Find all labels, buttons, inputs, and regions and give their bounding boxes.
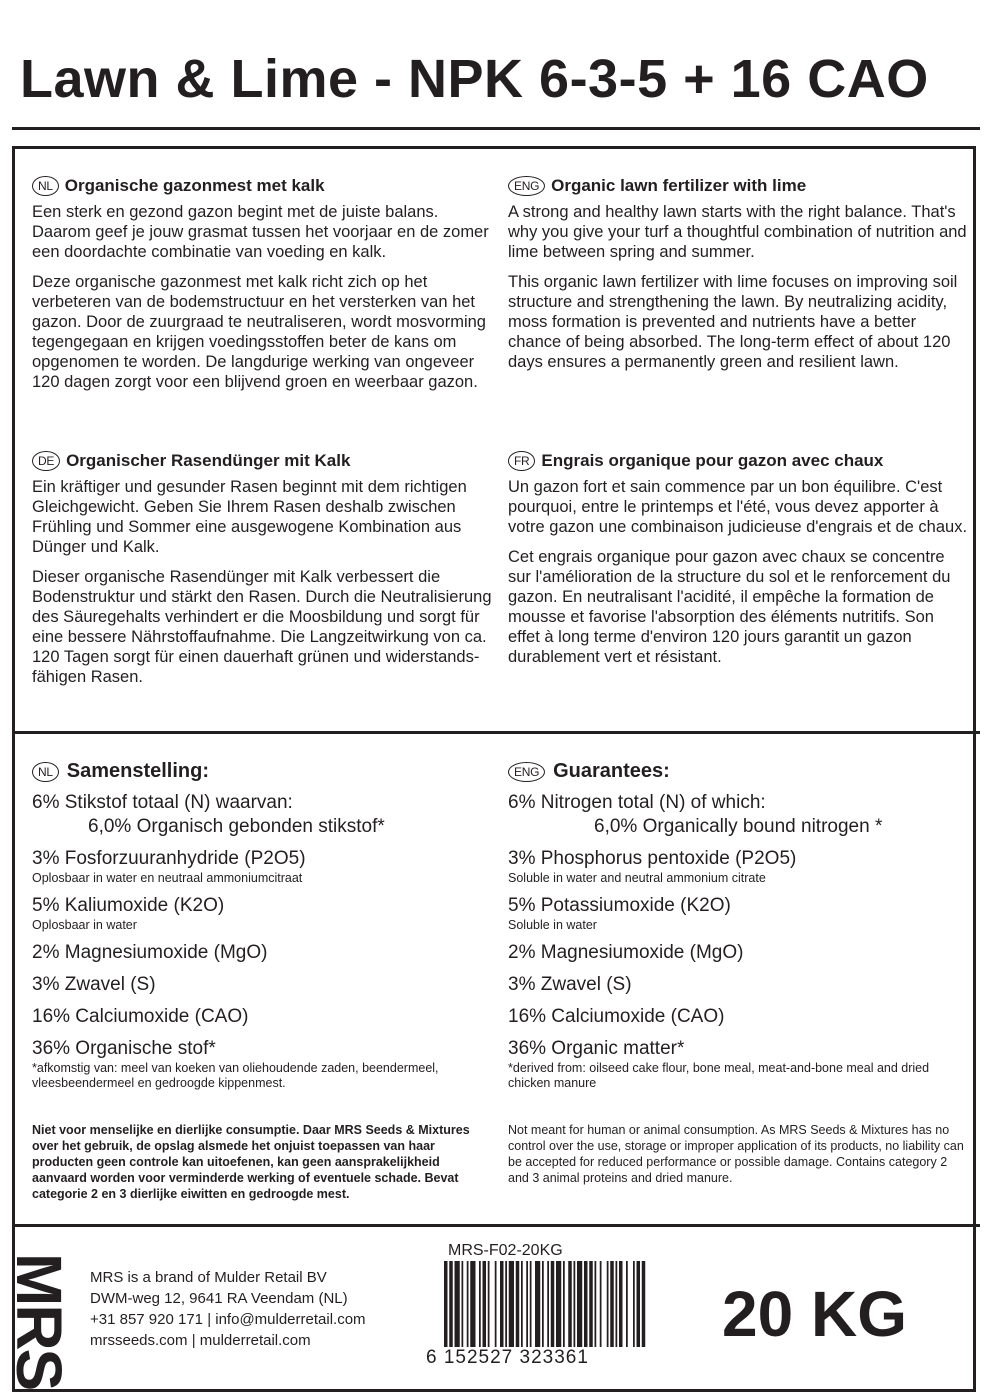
phosphorus: 3% Phosphorus pentoxide (P2O5) — [508, 848, 797, 869]
disclaimer-en: Not meant for human or animal consumption. As MRS Seeds & Mixtures has no control over the use, storage or improper application of its products, no liability can be accepted for reduced performance or possible damage. Contains category 2 and 3 animal proteins and dried manure. — [508, 1123, 964, 1185]
composition-heading: Samenstelling: — [66, 760, 210, 782]
sulfur: 3% Zwavel (S) — [32, 974, 156, 995]
product-code: MRS-F02-20KG — [448, 1242, 563, 1259]
lang-badge: DE — [32, 451, 60, 471]
title-divider — [12, 127, 980, 130]
description-paragraph: This organic lawn fertilizer with lime focuses on improving soil structure and strengthening the lawn. By neutralizing acidity, moss formation is prevented and nutrients have a better chance of being absorbed. The long-term effect of about 120 days ensures a permanently green and resilient lawn. — [508, 273, 958, 371]
lang-badge: NL — [32, 762, 59, 782]
net-weight: 20 KG — [722, 1278, 907, 1350]
nitrogen-total: 6% Nitrogen total (N) of which: — [508, 792, 766, 813]
description-paragraph: Un gazon fort et sain commence par un bon équilibre. C'est pourquoi, entre le printemps et l'été, vous devez apporter à votre gazon une combinaison judicieuse d'engrais et de chaux. — [508, 478, 968, 536]
address-line: DWM-weg 12, 9641 RA Veendam (NL) — [90, 1290, 348, 1307]
nitrogen-organic: 6,0% Organisch gebonden stikstof* — [88, 816, 385, 837]
potassium-note: Soluble in water — [508, 918, 597, 932]
organic-matter: 36% Organic matter* — [508, 1038, 685, 1059]
description-paragraph: Cet engrais organique pour gazon avec chaux se concentre sur l'amélioration de la structure du sol et le renforcement du gazon. En neutralisant l'acidité, il empêche la formation de mousse et favorise l'absorption des éléments nutritifs. Son effet à long terme d'environ 120 jours garantit un gazon durablement vert et résistant. — [508, 548, 951, 666]
description-heading: Organic lawn fertilizer with lime — [551, 176, 807, 195]
composition-heading: Guarantees: — [553, 760, 670, 782]
description-paragraph: Ein kräftiger und gesunder Rasen beginnt mit dem richtigen Gleichgewicht. Geben Sie Ihrem Rasen deshalb zwischen Frühling und Sommer eine ausgewogene Kombination aus Dünger und Kalk. — [32, 478, 467, 556]
barcode-digits: 6 152527 323361 — [426, 1347, 589, 1368]
description-fr — [508, 451, 968, 677]
potassium: 5% Potassiumoxide (K2O) — [508, 895, 731, 916]
magnesium: 2% Magnesiumoxide (MgO) — [32, 942, 268, 963]
disclaimer-nl: Niet voor menselijke en dierlijke consumptie. Daar MRS Seeds & Mixtures over het gebruik, de opslag alsmede het onjuist toepassen van haar producten geen controle kan uitoefenen, kan geen aansprakelijkheid aanvaard worden voor verminderde werking of eventuele schade. Bevat categorie 2 en 3 dierlijke eiwitten en gedroogde mest. — [32, 1123, 470, 1201]
description-heading: Engrais organique pour gazon avec chaux — [541, 451, 884, 470]
description-nl — [32, 176, 492, 402]
barcode-icon — [444, 1261, 708, 1361]
contact-block — [90, 1267, 366, 1351]
description-heading: Organische gazonmest met kalk — [64, 176, 325, 195]
lang-badge: NL — [32, 176, 59, 196]
description-eng — [508, 176, 968, 382]
lang-badge: ENG — [508, 176, 545, 196]
brand-logo: MRS — [3, 1253, 75, 1390]
calcium: 16% Calciumoxide (CAO) — [508, 1006, 725, 1027]
phosphorus-note: Soluble in water and neutral ammonium citrate — [508, 871, 766, 885]
lang-badge: ENG — [508, 762, 545, 782]
description-heading: Organischer Rasendünger mit Kalk — [66, 451, 351, 470]
website-line: mrsseeds.com | mulderretail.com — [90, 1332, 311, 1349]
organic-matter: 36% Organische stof* — [32, 1038, 216, 1059]
nitrogen-organic: 6,0% Organically bound nitrogen * — [594, 816, 883, 837]
potassium: 5% Kaliumoxide (K2O) — [32, 895, 225, 916]
product-title: Lawn & Lime - NPK 6-3-5 + 16 CAO — [20, 49, 929, 109]
composition-nl — [32, 760, 492, 1099]
lang-badge: FR — [508, 451, 535, 471]
magnesium: 2% Magnesiumoxide (MgO) — [508, 942, 744, 963]
potassium-note: Oplosbaar in water — [32, 918, 137, 932]
phone-email-line: +31 857 920 171 | info@mulderretail.com — [90, 1311, 366, 1328]
organic-matter-note: *derived from: oilseed cake flour, bone meal, meat-and-bone meal and dried chicken manure — [508, 1061, 930, 1090]
phosphorus: 3% Fosforzuuranhydride (P2O5) — [32, 848, 306, 869]
description-paragraph: A strong and healthy lawn starts with the right balance. That's why you give your turf a thoughtful combination of nutrition and lime between spring and summer. — [508, 203, 967, 261]
description-paragraph: Dieser organische Rasendünger mit Kalk verbessert die Bodenstruktur und stärkt den Rasen. Durch die Neutralisierung des Säuregehalts verhindert er die Moosbildung und sorgt für eine bessere Nährstoffaufnahme. Die Langzeitwirkung von ca. 120 Tagen sorgt für einen dauerhaft grünen und widerstandsfähigen Rasen. — [32, 568, 492, 686]
description-de — [32, 451, 492, 697]
description-paragraph: Een sterk en gezond gazon begint met de juiste balans. Daarom geef je jouw grasmat tussen het voorjaar en de zomer een doordachte combinatie van voeding en kalk. — [32, 203, 489, 261]
calcium: 16% Calciumoxide (CAO) — [32, 1006, 249, 1027]
description-paragraph: Deze organische gazonmest met kalk richt zich op het verbeteren van de bodemstructuur en het versterken van het gazon. Door de zuurgraad te neutraliseren, wordt mosvorming tegengegaan en krijgen voedingsstoffen beter de kans om opgenomen te worden. De langdurige werking van ongeveer 120 dagen zorgt voor een blijvend groen en weerbaar gazon. — [32, 273, 486, 391]
company-line: MRS is a brand of Mulder Retail BV — [90, 1269, 327, 1286]
organic-matter-note: *afkomstig van: meel van koeken van oliehoudende zaden, beendermeel, vleesbeendermeel en gedroogde kippenmest. — [32, 1061, 439, 1090]
section-divider — [12, 731, 980, 734]
phosphorus-note: Oplosbaar in water en neutraal ammoniumcitraat — [32, 871, 303, 885]
footer — [3, 1225, 980, 1395]
sulfur: 3% Zwavel (S) — [508, 974, 632, 995]
composition-eng — [508, 760, 968, 1099]
nitrogen-total: 6% Stikstof totaal (N) waarvan: — [32, 792, 293, 813]
